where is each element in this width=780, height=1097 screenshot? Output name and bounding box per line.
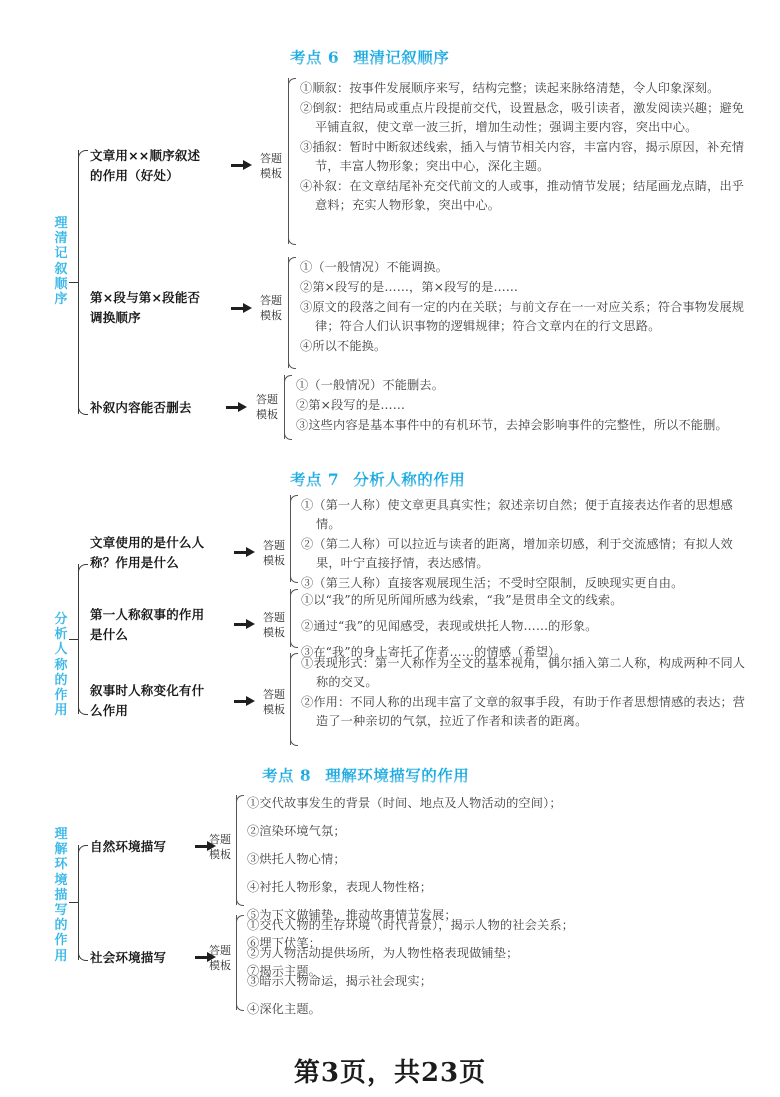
content-item: ③（第三人称）直接客观展现生活；不受时空限制，反映现实更自由。: [301, 576, 684, 591]
question-7-3-line2: 么作用: [90, 703, 129, 719]
content-list-7-3: [301, 654, 747, 732]
question-7-3-line1: 叙事时人称变化有什: [90, 683, 205, 698]
content-item: ①表现形式：第一人称作为全文的基本视角，偶尔插入第二人称，构成两种不同人称的交叉。: [301, 656, 746, 690]
section-heading-8: [262, 764, 469, 786]
content-item: ④补叙：在文章结尾补充交代前文的人或事，推动情节发展；结尾画龙点睛，出乎意料；充实人物形象，突出中心。: [300, 178, 745, 213]
content-brace-7-2: [290, 589, 300, 647]
content-item: ⑤为下文做铺垫，推动故事情节发展；: [247, 907, 457, 922]
question-7-2: [90, 605, 246, 646]
content-brace-8-1: [236, 795, 246, 905]
content-item: ②（第二人称）可以拉近与读者的距离，增加亲切感，利于交流感情；有拟人效果，叶宁直接抒情，表达感情。: [301, 537, 733, 571]
template-label-line2: 模板: [263, 702, 285, 716]
content-brace-6-2: [288, 257, 298, 368]
arrow-icon-6-1: [231, 160, 253, 171]
content-item: ③插叙：暂时中断叙述线索，插入与情节相关内容，丰富内容，揭示原因，补充情节，丰富人物形象；突出中心，深化主题。: [300, 139, 745, 174]
section-number-8: 考点 8: [262, 766, 312, 785]
content-item: ⑦揭示主题。: [247, 963, 322, 978]
content-brace-7-3: [290, 653, 300, 745]
branch-brace-6: [78, 150, 79, 414]
content-item: ②通过“我”的见闻感受，表现或烘托人物……的形象。: [301, 619, 598, 634]
question-8-2-line1: 社会环境描写: [90, 950, 167, 965]
content-list-6-1: [300, 79, 748, 216]
content-item: ①（一般情况）不能调换。: [300, 260, 449, 274]
content-item: ③在“我”的身上寄托了作者……的情感（希望）。: [301, 645, 567, 660]
stem-label-7: 分 析 人 称 的 作 用: [54, 612, 68, 719]
arrow-icon-7-1: [234, 547, 256, 558]
question-7-2-line1: 第一人称叙事的作用: [90, 607, 205, 622]
content-item: ③暗示人物命运，揭示社会现实；: [247, 973, 433, 988]
question-6-1-line1: 文章用××顺序叙述: [90, 148, 201, 163]
content-item: ③原文的段落之间有一定的内在关联；与前文存在一一对应关系；符合事物发展规律；符合人们认识事物的逻辑规律；符合文章内在的行文思路。: [300, 299, 745, 333]
content-item: ②渲染环境气氛；: [247, 823, 346, 838]
template-label-line1: 答题: [260, 152, 282, 165]
content-brace-6-3: [284, 375, 294, 439]
arrow-icon-6-2: [231, 303, 253, 314]
section-title-8: 理解环境描写的作用: [325, 767, 470, 785]
template-label-line2: 模板: [209, 847, 231, 861]
section-title-6: 理清记叙顺序: [353, 49, 450, 67]
template-label-line1: 答题: [209, 944, 231, 957]
template-label-line1: 答题: [256, 393, 278, 406]
content-item: ⑥埋下伏笔；: [247, 935, 322, 950]
content-item: ②倒叙：把结局或重点片段提前交代，设置悬念，吸引读者，激发阅读兴趣；避免平铺直叙，使文章一波三折，增加生动性；强调主要内容，突出中心。: [300, 100, 745, 135]
template-label-8-1: [205, 833, 235, 862]
content-list-6-3: [296, 376, 748, 435]
arrow-icon-7-2: [234, 619, 256, 630]
section-title-7: 分析人称的作用: [353, 471, 466, 489]
content-item: ①交代故事发生的背景（时间、地点及人物活动的空间）；: [247, 796, 562, 810]
section-heading-7: [290, 468, 465, 490]
template-label-7-3: [259, 688, 289, 717]
question-6-2-line1: 第×段与第×段能否: [90, 290, 201, 305]
branch-brace-tip-6: [69, 282, 78, 283]
question-7-1-line1: 文章使用的是什么人: [90, 535, 205, 550]
section-number-6: 考点 6: [290, 48, 340, 67]
content-item: ④深化主题。: [247, 1001, 322, 1016]
question-6-2: [90, 288, 242, 329]
content-item: ②为人物活动提供场所，为人物性格表现做铺垫；: [247, 945, 519, 960]
content-brace-7-1: [290, 495, 300, 582]
template-label-6-2: [256, 294, 286, 323]
branch-brace-tip-7: [69, 639, 78, 640]
branch-brace-8: [78, 845, 79, 960]
section-heading-6: [290, 46, 449, 68]
template-label-6-3: [252, 393, 282, 422]
template-label-line1: 答题: [263, 539, 285, 552]
content-list-8-2: [247, 912, 747, 1024]
content-item: ④所以不能换。: [300, 338, 387, 353]
content-item: ③烘托人物心情；: [247, 851, 346, 866]
page-footer: 第3页，共23页: [293, 1058, 487, 1088]
template-label-7-1: [259, 539, 289, 568]
stem-label-8: 理 解 环 境 描 写 的 作 用: [54, 827, 68, 964]
branch-brace-tip-8: [69, 902, 78, 903]
content-item: ①顺叙：按事件发展顺序来写，结构完整；读起来脉络清楚，令人印象深刻。: [300, 81, 720, 95]
content-item: ②作用：不同人称的出现丰富了文章的叙事手段，有助于作者思想情感的表达；营造了一种亲切的气氛，拉近了作者和读者的距离。: [301, 695, 746, 729]
content-list-6-2: [300, 258, 748, 356]
branch-brace-7: [78, 564, 79, 714]
content-brace-8-2: [236, 915, 246, 1010]
content-item: ①交代人物的生存环境（时代背景），揭示人物的社会关系；: [247, 918, 575, 932]
template-label-line2: 模板: [260, 166, 282, 180]
question-7-1: [90, 533, 246, 574]
content-item: ②第×段写的是……，第×段写的是……: [300, 279, 519, 294]
section-number-7: 考点 7: [290, 470, 340, 489]
template-label-line2: 模板: [260, 308, 282, 322]
content-item: ④衬托人物形象，表现人物性格；: [247, 879, 433, 894]
stem-label-6: 理 清 记 叙 顺 序: [54, 216, 68, 308]
arrow-icon-6-3: [226, 402, 248, 413]
question-7-2-line2: 是什么: [90, 627, 129, 643]
question-7-3: [90, 681, 246, 722]
template-label-line1: 答题: [263, 611, 285, 624]
question-7-1-line2: 称？作用是什么: [90, 555, 179, 571]
content-list-7-1: [301, 496, 747, 594]
template-label-8-2: [205, 944, 235, 973]
template-label-line1: 答题: [209, 833, 231, 846]
template-label-7-2: [259, 611, 289, 640]
content-item: ②第×段写的是……: [296, 397, 406, 412]
template-label-line2: 模板: [256, 407, 278, 421]
question-8-1-line1: 自然环境描写: [90, 839, 167, 854]
template-label-line1: 答题: [263, 688, 285, 701]
content-item: ①以“我”的所见所闻所感为线索，“我”是贯串全文的线索。: [301, 593, 623, 607]
content-item: ③这些内容是基本事件中的有机环节，去掉会影响事件的完整性，所以不能删。: [296, 417, 728, 432]
template-label-line2: 模板: [209, 958, 231, 972]
content-brace-6-1: [288, 78, 298, 244]
arrow-icon-7-3: [234, 696, 256, 707]
question-6-1-line2: 的作用（好处）: [90, 168, 179, 184]
template-label-line2: 模板: [263, 553, 285, 567]
template-label-line1: 答题: [260, 294, 282, 307]
question-6-3-line1: 补叙内容能否删去: [90, 400, 192, 415]
question-6-2-line2: 调换顺序: [90, 310, 141, 326]
content-item: ①（一般情况）不能删去。: [296, 378, 445, 392]
content-item: ①（第一人称）使文章更具真实性；叙述亲切自然；便于直接表达作者的思想感情。: [301, 498, 733, 532]
template-label-6-1: [256, 152, 286, 181]
template-label-line2: 模板: [263, 625, 285, 639]
question-6-1: [90, 146, 240, 187]
